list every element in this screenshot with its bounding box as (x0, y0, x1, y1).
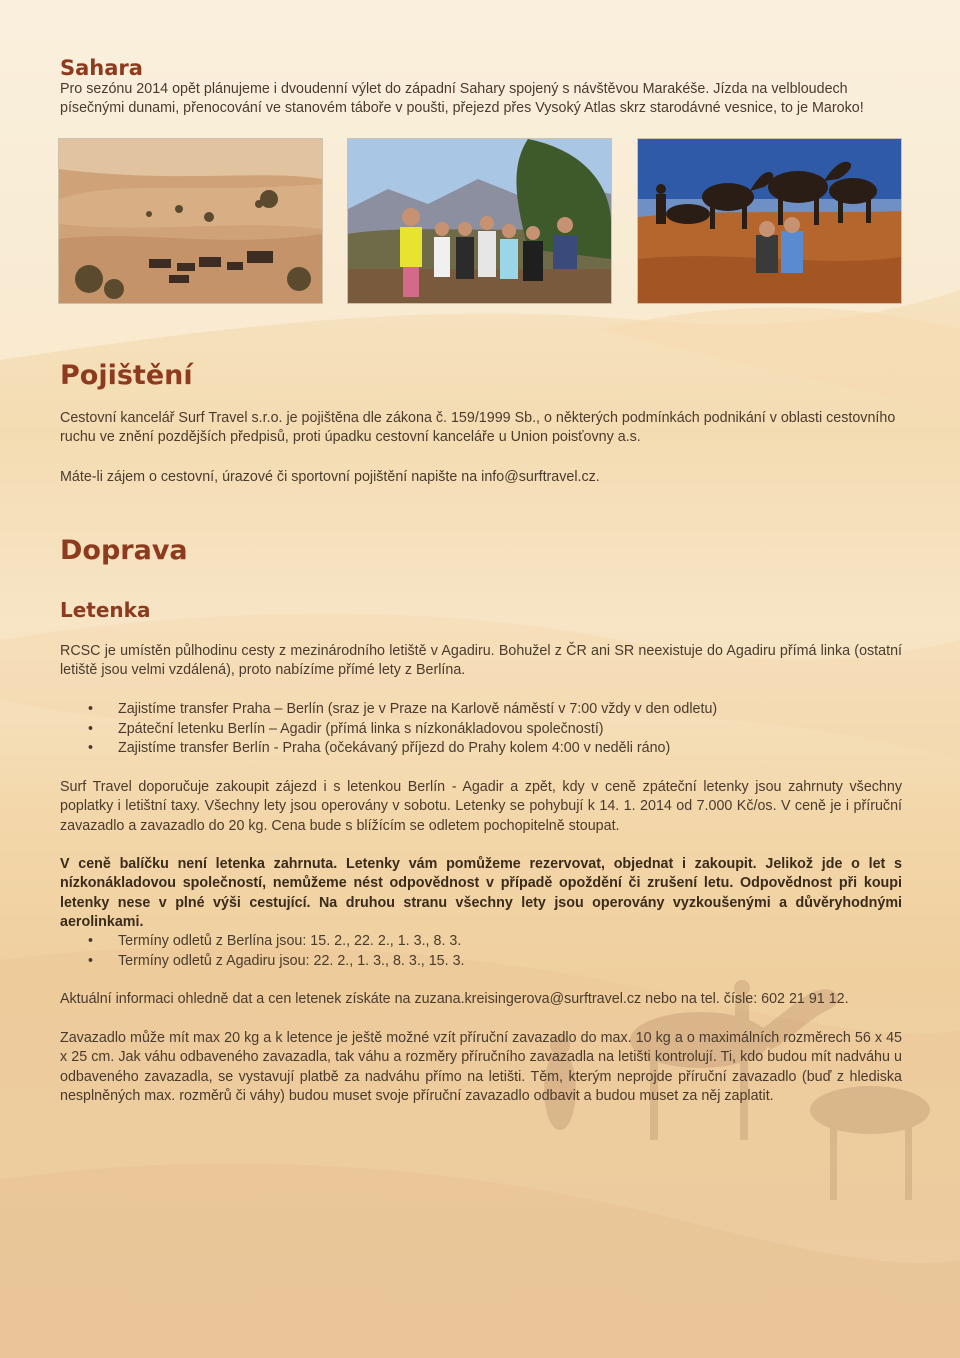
insurance-contact: Máte-li zájem o cestovní, úrazové či sportovní pojištění napište na info@surftravel.cz. (60, 469, 600, 485)
sahara-title: Sahara (60, 56, 143, 80)
bullet-icon: • (88, 720, 94, 737)
ticket-subtitle: Letenka (60, 598, 151, 622)
ticket-contact: Aktuální informaci ohledně dat a cen letenek získáte na zuzana.kreisingerova@surftravel.cz nebo na tel. čísle: 602 21 91 12. (60, 991, 849, 1007)
camels-desert-photo (638, 139, 901, 303)
transfer-list (60, 700, 902, 759)
list-item: • Termíny odletů z Agadiru jsou: 22. 2., 1. 3., 8. 3., 15. 3. (60, 952, 902, 972)
bullet-icon: • (88, 740, 94, 756)
list-item: • Zajistíme transfer Berlín - Praha (očekávaný příjezd do Prahy kolem 4:00 v neděli ráno) (60, 739, 902, 759)
list-item: • Termíny odletů z Berlína jsou: 15. 2., 22. 2., 1. 3., 8. 3. (60, 932, 902, 952)
insurance-title: Pojištění (60, 360, 193, 391)
group-mountains-photo (348, 139, 611, 303)
luggage-info: Zavazadlo může mít max 20 kg a k letence je ještě možné vzít příruční zavazadlo do max. 10 kg a o maximálních rozměrech 56 x 45 x 25 cm. Jak váhu odbaveného zavazadla, tak váhu a rozměry příručního zavazadla na letišti kontrolují. Ti, kdo budou mít nadváhu u odbaveného zavazadla, se vystavují platbě za nadváhu přímo na letišti. Těm, kterým neprojde příruční zavazadlo (buď z hlediska nesplněných max. rozměrů či váhy) budou muset svoje příruční zavazadlo odbavit a budou muset za něj zaplatit. (60, 1030, 902, 1105)
sahara-text: Pro sezónu 2014 opět plánujeme i dvoudenní výlet do západní Sahary spojený s návštěvou Marakéše. Jízda na velbloudech písečnými dunami, přenocování ve stanovém táboře v poušti, přejezd přes Vysoký Atlas skrz starodávné vesnice, to je Maroko! (60, 81, 864, 117)
list-item: • Zajistíme transfer Praha – Berlín (sraz je v Praze na Karlově náměstí v 7:00 vždy v den odletu) (60, 700, 902, 720)
ticket-notice: V ceně balíčku není letenka zahrnuta. Letenky vám pomůžeme rezervovat, objednat i zakoupit. Jelikož jde o let s nízkonákladovou společností, nemůžeme nést odpovědnost v případě opoždění či zrušení letu. Odpovědnost při koupi letenky nese v plné výši cestující. Na druhou stranu všechny lety jsou operovány vyzkoušenými a důvěryhodnými aerolinkami. (60, 856, 902, 931)
ticket-intro: RCSC je umístěn půlhodinu cesty z mezinárodního letiště v Agadiru. Bohužel z ČR ani SR neexistuje do Agadiru přímá linka (ostatní letiště jsou velmi vzdálená), proto nabízíme přímé lety z Berlína. (60, 643, 902, 679)
bullet-icon: • (88, 952, 94, 969)
insurance-text: Cestovní kancelář Surf Travel s.r.o. je pojištěna dle zákona č. 159/1999 Sb., o některých podmínkách podnikání v oblasti cestovního ruchu ve znění pozdějších předpisů, proti úpadku cestovní kanceláře u Union poisťovny a.s. (60, 410, 896, 446)
departure-dates-list (60, 932, 902, 971)
list-item: • Zpáteční letenku Berlín – Agadir (přímá linka s nízkonákladovou společností) (60, 720, 902, 740)
bullet-icon: • (88, 933, 94, 949)
bullet-icon: • (88, 701, 94, 717)
transport-title: Doprava (60, 535, 188, 566)
desert-camp-photo (59, 139, 322, 303)
ticket-recommendation: Surf Travel doporučuje zakoupit zájezd i s letenkou Berlín - Agadir a zpět, kdy v ceně zpáteční letenky jsou zahrnuty všechny poplatky i letištní taxy. Všechny lety jsou operovány v sobotu. Letenky se pohybují k 14. 1. 2014 od 7.000 Kč/os. V ceně je i příruční zavazadlo a zavazadlo do 20 kg. Cena bude s blížícím se odletem pochopitelně stoupat. (60, 779, 902, 834)
